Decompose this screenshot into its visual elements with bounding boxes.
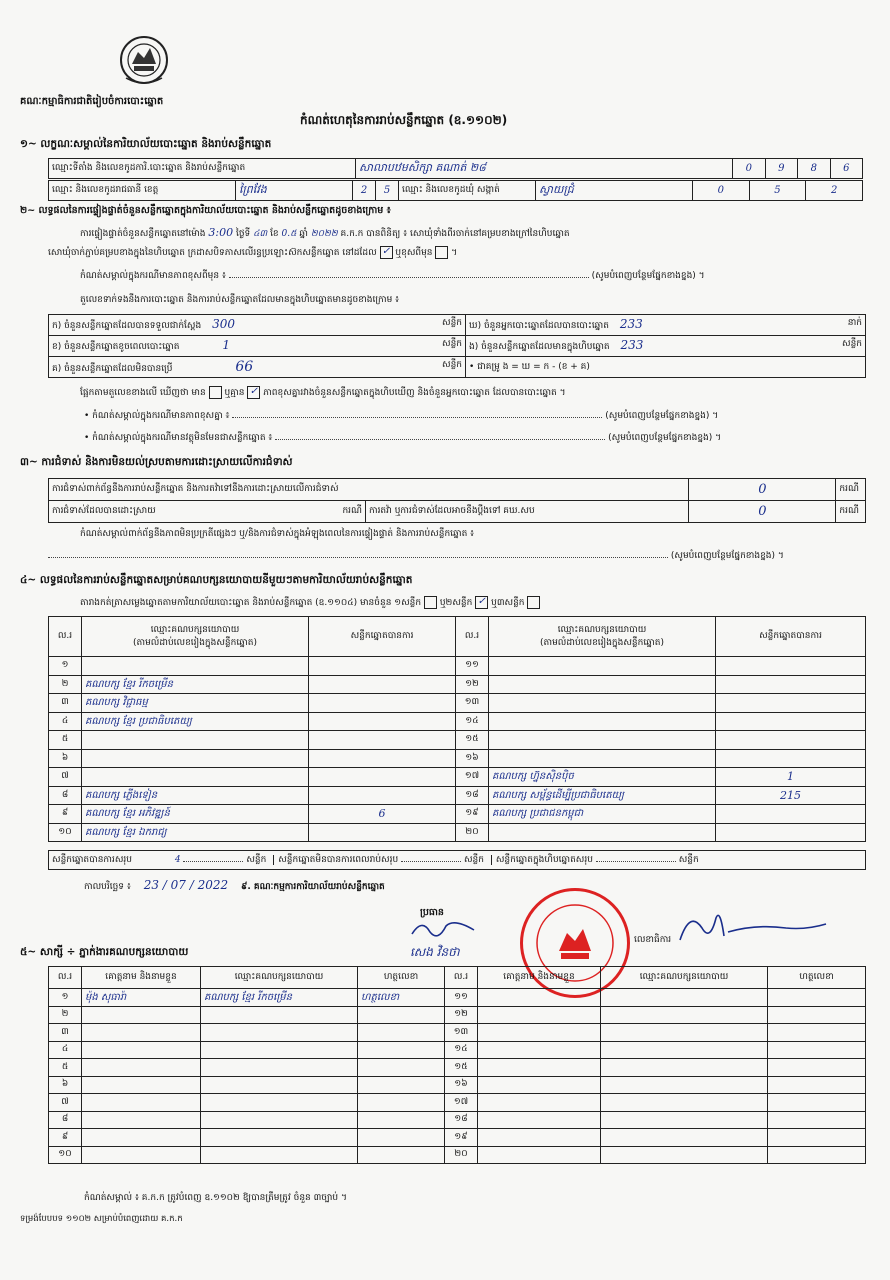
witness-name xyxy=(82,1111,201,1129)
witness-name xyxy=(478,989,601,1007)
witness-name xyxy=(82,1146,201,1164)
no-diff-checkbox[interactable]: ✓ xyxy=(247,386,260,399)
party-votes: 215 xyxy=(716,786,866,805)
col-sign: ហត្ថលេខា xyxy=(358,967,445,989)
party-votes: 1 xyxy=(716,768,866,787)
secretary-signature xyxy=(676,906,836,948)
objection-row2-label-a xyxy=(49,501,366,523)
col-no: ល.រ xyxy=(456,617,489,657)
party-votes: 6 xyxy=(309,805,456,824)
row-no: ៥ xyxy=(49,1059,82,1077)
col-votes: សន្លឹកឆ្នោតបានការ xyxy=(309,617,456,657)
row-no: ១៤ xyxy=(456,712,489,731)
party-votes xyxy=(716,749,866,768)
unit: សន្លឹក xyxy=(463,855,484,865)
witness-name xyxy=(478,1129,601,1147)
witness-name xyxy=(478,1111,601,1129)
location-digit: 6 xyxy=(830,159,863,179)
party-name: គណបក្ស ខ្មែរ អភិវឌ្ឍន៍ xyxy=(82,805,309,824)
table-row xyxy=(49,1006,866,1024)
row-no: ៦ xyxy=(49,749,82,768)
party-name xyxy=(489,694,716,713)
party-name: គណបក្ស ខ្មែរ ប្រជាធិបតេយ្យ xyxy=(82,712,309,731)
row-no: ១១ xyxy=(456,657,489,676)
witness-party: គណបក្ស ខ្មែរ រីកចម្រើន xyxy=(201,989,358,1007)
objection-row2-label-b: ការតវ៉ា ឬការជំទាស់ដែលអាចនឹងប្តឹងទៅ គឃ.សប xyxy=(366,501,689,523)
row-no: ៩ xyxy=(49,1129,82,1147)
table-row xyxy=(49,712,866,731)
three-sheet-checkbox[interactable] xyxy=(527,596,540,609)
col-party-sub: (តាមលំដាប់លេខរៀងក្នុងសន្លឹកឆ្នោត) xyxy=(540,637,664,648)
chair-name: សេង វិនថា xyxy=(410,945,460,959)
date-value: 23 / 07 / 2022 xyxy=(143,878,229,892)
witness-party xyxy=(601,1129,768,1147)
table-row xyxy=(49,786,866,805)
party-votes xyxy=(716,694,866,713)
formula: • ជាគម្រូ ង = ឃ = ក - (ខ + គ) xyxy=(466,357,866,378)
objection-row2-value: 0 xyxy=(689,501,836,523)
row-no: ១៥ xyxy=(456,731,489,750)
commune-digit: 0 xyxy=(693,181,750,201)
party-votes xyxy=(309,657,456,676)
province-value: ព្រៃវែង xyxy=(236,181,353,201)
witness-name xyxy=(478,1024,601,1042)
note-suffix: (សូមបំពេញបន្ថែមផ្នែកខាងខ្នង) ។ xyxy=(591,271,705,281)
party-name xyxy=(82,657,309,676)
col-party-label: ឈ្មោះគណបក្សនយោបាយ xyxy=(557,624,647,635)
witness-name xyxy=(82,1076,201,1094)
witness-party xyxy=(201,1076,358,1094)
party-votes xyxy=(716,675,866,694)
witness-table xyxy=(48,966,866,1164)
witness-party xyxy=(201,1111,358,1129)
witness-party xyxy=(201,1129,358,1147)
row-no: ១៨ xyxy=(445,1111,478,1129)
party-votes xyxy=(309,749,456,768)
witness-sign xyxy=(768,1041,866,1059)
table-row xyxy=(49,749,866,768)
tally-intro-text: តារាងកត់ត្រាសម្លេងឆ្នោតតាមការិយាល័យបោះឆ្នោត និងរាប់សន្លឹកឆ្នោត (ឧ.១១០៤) មានចំនួន ១សន្លឹក xyxy=(80,598,422,608)
row-no: ១៣ xyxy=(456,694,489,713)
section1-heading: ១~ លក្ខណៈសម្គាល់នៃការិយាល័យបោះឆ្នោត និងរាប់សន្លឹកឆ្នោត xyxy=(20,138,272,150)
figure-gho-label: ឃ) ចំនួនអ្នកបោះឆ្នោតដែលបានបោះឆ្នោត xyxy=(469,321,609,331)
party-name xyxy=(489,731,716,750)
witness-sign xyxy=(358,1129,445,1147)
col-no: ល.រ xyxy=(445,967,478,989)
date-label: កាលបរិច្ឆេទ ៖ xyxy=(84,882,131,892)
section3-heading: ៣~ ការជំទាស់ និងការមិនយល់ស្របតាមការដោះស្រាយលើការជំទាស់ xyxy=(20,456,293,468)
verify-time-label: ការផ្ទៀងផ្ទាត់ចំនួនសន្លឹកឆ្នោតនៅម៉ោង xyxy=(80,229,206,239)
three-sheet-label: ឬ៣សន្លឹក xyxy=(491,598,525,608)
figure-ka-label: ក) ចំនួនសន្លឹកឆ្នោតដែលបានទទួលជាក់ស្តែង xyxy=(52,321,202,331)
table-row xyxy=(49,731,866,750)
resolved-label: ការជំទាស់ដែលបានដោះស្រាយ xyxy=(52,506,156,516)
party-votes xyxy=(309,675,456,694)
date-line xyxy=(84,878,385,894)
tally-intro xyxy=(80,596,540,610)
row-no: ១៤ xyxy=(445,1041,478,1059)
party-votes xyxy=(309,712,456,731)
figure-kha xyxy=(49,336,466,357)
witness-sign xyxy=(358,1059,445,1077)
row-no: ៧ xyxy=(49,1094,82,1112)
has-diff-checkbox[interactable] xyxy=(209,386,222,399)
row-no: ១៨ xyxy=(456,786,489,805)
figure-ngo xyxy=(466,336,866,357)
objection-row1-value: 0 xyxy=(689,479,836,501)
witness-sign xyxy=(768,1076,866,1094)
col-party xyxy=(82,617,309,657)
party-name xyxy=(82,768,309,787)
section1-table xyxy=(48,158,863,179)
row-no: ២ xyxy=(49,1006,82,1024)
row-no: ១៣ xyxy=(445,1024,478,1042)
total-box-label: សន្លឹកឆ្នោតក្នុងហិបឆ្នោតសរុប xyxy=(491,855,593,865)
row-no: ១៩ xyxy=(456,805,489,824)
table-row xyxy=(49,805,866,824)
witness-party xyxy=(601,1006,768,1024)
party-name: គណបក្ស ភ្លើងទៀន xyxy=(82,786,309,805)
section4-heading: ៤~ លទ្ធផលនៃការរាប់សន្លឹកឆ្នោតសម្រាប់គណបក្សនយោបាយនីមួយៗតាមការិយាល័យរាប់សន្លឹកឆ្នោត xyxy=(20,574,413,586)
verify-month: 0.៥ xyxy=(281,229,297,239)
witness-sign xyxy=(358,1076,445,1094)
section2-heading: ២~ លទ្ធផលនៃការផ្ទៀងផ្ទាត់ចំនួនសន្លឹកឆ្នោតក្នុងការិយាល័យបោះឆ្នោត និងរាប់សន្លឹកឆ្នោតដូចខាងក្រោម ៖ xyxy=(20,205,391,216)
province-label: ឈ្មោះ និងលេខកូដរាជធានី ខេត្ត xyxy=(49,181,236,201)
location-digit: 9 xyxy=(765,159,798,179)
figure-gho-value: 233 xyxy=(619,317,643,331)
chair-signature xyxy=(408,916,478,942)
changed-checkbox[interactable] xyxy=(435,246,448,259)
has-diff-label: ផ្អែកតាមតួលេខខាងលើ ឃើញថា មាន xyxy=(80,388,206,398)
witness-sign xyxy=(358,1146,445,1164)
witness-name xyxy=(478,1041,601,1059)
witness-sign xyxy=(358,1006,445,1024)
row-no: ៧ xyxy=(49,768,82,787)
figure-ka-value: 300 xyxy=(212,317,235,331)
unit: សន្លឹក xyxy=(442,318,462,328)
table-row xyxy=(49,1059,866,1077)
witness-party xyxy=(601,1024,768,1042)
table-row xyxy=(49,1076,866,1094)
row-no: ១២ xyxy=(445,1006,478,1024)
location-digit: 0 xyxy=(733,159,766,179)
row-no: ២០ xyxy=(456,823,489,842)
emblem-logo xyxy=(118,34,170,88)
witness-sign xyxy=(358,1041,445,1059)
col-party: ឈ្មោះគណបក្សនយោបាយ xyxy=(601,967,768,989)
party-votes xyxy=(716,712,866,731)
no-diff-label: ឬគ្មាន xyxy=(224,388,245,398)
org-name: គណៈកម្មាធិការជាតិរៀបចំការបោះឆ្នោត xyxy=(20,96,164,107)
party-name: គណបក្ស ប្រជាជនកម្ពុជា xyxy=(489,805,716,824)
row-no: ៩ xyxy=(49,805,82,824)
one-sheet-checkbox[interactable] xyxy=(424,596,437,609)
location-value: សាលាបឋមសិក្សា គណាត់ ២៨ xyxy=(356,159,733,179)
form-title: កំណត់ហេតុនៃការរាប់សន្លឹកឆ្នោត (ឧ.១១០២) xyxy=(300,113,508,127)
verify-year: ២០២២ xyxy=(310,229,338,239)
party-votes xyxy=(716,805,866,824)
witness-party xyxy=(201,1146,358,1164)
objection-row1-label: ការជំទាស់ពាក់ព័ន្ធនឹងការរាប់សន្លឹកឆ្នោត និងការតវ៉ាទៅនឹងការដោះស្រាយលើការជំទាស់ xyxy=(49,479,689,501)
location-label: ឈ្មោះទីតាំង និងលេខកូដការិ.បោះឆ្នោត និងរាប់សន្លឹកឆ្នោត xyxy=(49,159,356,179)
party-name: គណបក្ស វិជ្ជាធម្ម xyxy=(82,694,309,713)
figure-ka xyxy=(49,315,466,336)
figure-ko xyxy=(49,357,466,378)
unit: សន្លឹក xyxy=(842,339,862,349)
figure-gho xyxy=(466,315,866,336)
witness-sign xyxy=(768,1129,866,1147)
section5-heading: ៥~ សាក្សី ÷ ភ្នាក់ងារគណបក្សនយោបាយ xyxy=(20,946,189,958)
bullet-object xyxy=(84,432,864,445)
witness-sign xyxy=(768,1024,866,1042)
figure-kha-label: ខ) ចំនួនសន្លឹកឆ្នោតខូចពេលបោះឆ្នោត xyxy=(52,342,180,352)
party-votes xyxy=(309,786,456,805)
col-party xyxy=(489,617,716,657)
verify-text: គ.ក.ក បានពិនិត្យ ៖ សោឃុំទាំងពីរចាក់នៅគម្របខាងក្រៅនៃហិបឆ្នោត xyxy=(340,229,570,239)
diff-note-line xyxy=(80,270,860,283)
witness-party xyxy=(601,1146,768,1164)
party-name xyxy=(489,749,716,768)
unit: ករណី xyxy=(836,479,866,501)
witness-party xyxy=(601,1041,768,1059)
witness-sign xyxy=(358,1111,445,1129)
verify-month-label: ខែ xyxy=(270,229,279,239)
witness-party xyxy=(601,1076,768,1094)
table-row xyxy=(49,1111,866,1129)
witness-name xyxy=(82,1129,201,1147)
witness-party xyxy=(601,1111,768,1129)
witness-party xyxy=(201,1006,358,1024)
witness-name xyxy=(478,1076,601,1094)
verify-year-label: ឆ្នាំ xyxy=(299,229,308,239)
committee-label: ៩. គណៈកម្មការការិយាល័យរាប់សន្លឹកឆ្នោត xyxy=(240,882,385,892)
commune-digit: 2 xyxy=(806,181,863,201)
witness-name xyxy=(478,1006,601,1024)
verify-time: 3:00 xyxy=(208,226,234,239)
witness-name xyxy=(478,1146,601,1164)
row-no: ១៧ xyxy=(456,768,489,787)
commune-label: ឈ្មោះ និងលេខកូដឃុំ សង្កាត់ xyxy=(399,181,536,201)
witness-note: កំណត់សម្គាល់ ៖ គ.ក.ក ត្រូវបំពេញ ឧ.១១០២ ឱ្យបានត្រឹមត្រូវ ចំនួន ៣ច្បាប់ ។ xyxy=(84,1193,347,1203)
witness-sign xyxy=(768,1006,866,1024)
witness-party xyxy=(201,1041,358,1059)
row-no: ៨ xyxy=(49,1111,82,1129)
row-no: ១០ xyxy=(49,1146,82,1164)
witness-sign xyxy=(358,1094,445,1112)
col-party-sub: (តាមលំដាប់លេខរៀងក្នុងសន្លឹកឆ្នោត) xyxy=(133,637,257,648)
row-no: ៣ xyxy=(49,1024,82,1042)
witness-name: ម៉ុង សុធារ៉ា xyxy=(82,989,201,1007)
figures-table xyxy=(48,314,866,378)
objection-table xyxy=(48,478,866,523)
verify-line-2 xyxy=(48,246,457,260)
figure-ko-value: 66 xyxy=(235,358,254,375)
table-row xyxy=(49,1041,866,1059)
chair-title: ប្រធាន xyxy=(420,907,444,918)
party-name: គណបក្ស សម្ព័ន្ធដើម្បីប្រជាធិបតេយ្យ xyxy=(489,786,716,805)
party-name: គណបក្ស ខ្មែរ រីកចម្រើន xyxy=(82,675,309,694)
table-row xyxy=(49,1146,866,1164)
party-name xyxy=(82,749,309,768)
party-votes xyxy=(716,731,866,750)
party-name xyxy=(489,675,716,694)
table-row xyxy=(49,657,866,676)
row-no: ៤ xyxy=(49,712,82,731)
party-votes xyxy=(309,768,456,787)
verify-day-label: ថ្ងៃទី xyxy=(235,229,251,239)
party-votes xyxy=(309,731,456,750)
witness-sign xyxy=(768,1111,866,1129)
table-row xyxy=(49,694,866,713)
table-row xyxy=(49,1129,866,1147)
location-digit: 8 xyxy=(798,159,831,179)
total-valid-value: 4 xyxy=(174,855,181,865)
witness-sign xyxy=(768,1094,866,1112)
bullet-diff-label: • កំណត់សម្គាល់ក្នុងករណីមានភាពខុសគ្នា ៖ xyxy=(84,411,230,421)
results-table xyxy=(48,616,866,842)
party-name xyxy=(489,657,716,676)
col-name: គោត្តនាម និងនាមខ្លួន xyxy=(82,967,201,989)
row-no: ១៩ xyxy=(445,1129,478,1147)
party-name xyxy=(489,823,716,842)
figure-ngo-label: ង) ចំនួនសន្លឹកឆ្នោតដែលមានក្នុងហិបឆ្នោត xyxy=(469,342,610,352)
witness-party xyxy=(201,1094,358,1112)
table-row xyxy=(49,1024,866,1042)
verify-line-1 xyxy=(80,226,870,241)
unit: នាក់ xyxy=(847,318,862,328)
party-name: គណបក្ស ហ្វ៊ុនស៊ិនប៉ិច xyxy=(489,768,716,787)
witness-name xyxy=(478,1059,601,1077)
verify-day: ៤៣ xyxy=(253,229,268,239)
seal-text: សោឃុំចាក់ភ្ជាប់គម្របខាងក្នុងនៃហិបឆ្នោត ក្រដាសបិទភាសលើរន្ធប្រឡោះស៊កសន្លឹកឆ្នោត នៅដដែល xyxy=(48,248,377,258)
table-row xyxy=(49,1094,866,1112)
witness-name xyxy=(82,1059,201,1077)
bullet-object-label: • កំណត់សម្គាល់ក្នុងករណីមានវត្ថុមិនមែនជាសន្លឹកឆ្នោត ៖ xyxy=(84,433,273,443)
row-no: ១១ xyxy=(445,989,478,1007)
two-sheet-label: ឬ២សន្លឹក xyxy=(439,598,473,608)
party-votes xyxy=(716,823,866,842)
row-no: ២០ xyxy=(445,1146,478,1164)
row-no: ៤ xyxy=(49,1041,82,1059)
row-no: ២ xyxy=(49,675,82,694)
totals-line xyxy=(48,850,866,870)
table-row xyxy=(49,768,866,787)
province-digit: 5 xyxy=(376,181,399,201)
diff-check-line xyxy=(80,386,566,400)
two-sheet-checkbox[interactable]: ✓ xyxy=(475,596,488,609)
witness-sign xyxy=(358,1024,445,1042)
row-no: ១ xyxy=(49,989,82,1007)
total-invalid-label: សន្លឹកឆ្នោតមិនបានការពេលរាប់សរុប xyxy=(273,855,398,865)
footer-text: ទម្រង់បែបបទ ១១០២ សម្រាប់បំពេញដោយ គ.ក.ក xyxy=(20,1214,183,1224)
witness-party xyxy=(601,989,768,1007)
witness-sign xyxy=(768,1059,866,1077)
figures-intro: តួលេខទាក់ទងនឹងការបោះឆ្នោត និងការរាប់សន្លឹកឆ្នោតដែលមានក្នុងហិបឆ្នោតមានដូចខាងក្រោម ៖ xyxy=(80,295,400,305)
witness-name xyxy=(82,1094,201,1112)
table-row xyxy=(49,675,866,694)
secretary-title: លេខាធិការ xyxy=(634,935,672,945)
note-suffix: (សូមបំពេញបន្ថែមផ្នែកខាងខ្នង) ។ xyxy=(670,551,784,561)
row-no: ១៦ xyxy=(456,749,489,768)
line-end: ។ xyxy=(451,248,458,258)
row-no: ១០ xyxy=(49,823,82,842)
party-name xyxy=(489,712,716,731)
col-party: ឈ្មោះគណបក្សនយោបាយ xyxy=(201,967,358,989)
col-no: ល.រ xyxy=(49,967,82,989)
province-digit: 2 xyxy=(353,181,376,201)
party-votes xyxy=(716,657,866,676)
note-suffix: (សូមបំពេញបន្ថែមផ្នែកខាងខ្នង) ។ xyxy=(608,433,722,443)
same-checkbox[interactable]: ✓ xyxy=(380,246,393,259)
section1-table-row2 xyxy=(48,180,863,201)
col-sign: ហត្ថលេខា xyxy=(768,967,866,989)
col-party-label: ឈ្មោះគណបក្សនយោបាយ xyxy=(150,624,240,635)
commune-value: ស្វាយជ្រំ xyxy=(536,181,693,201)
witness-name xyxy=(82,1006,201,1024)
row-no: ១៥ xyxy=(445,1059,478,1077)
witness-sign xyxy=(768,989,866,1007)
col-votes: សន្លឹកឆ្នោតបានការ xyxy=(716,617,866,657)
irregularity-note: កំណត់សម្គាល់ពាក់ព័ន្ធនឹងភាពមិនប្រក្រតីផ្សេងៗ ឬ/និងការជំទាស់ក្នុងអំឡុងពេលនៃការផ្ទៀងផ្ទាត់ និងការរាប់សន្លឹកឆ្នោត ៖ xyxy=(80,529,475,539)
witness-name xyxy=(478,1094,601,1112)
table-row xyxy=(49,823,866,842)
commune-digit: 5 xyxy=(749,181,806,201)
total-valid-label: សន្លឹកឆ្នោតបានការសរុប xyxy=(52,855,132,865)
witness-party xyxy=(201,1024,358,1042)
row-no: ១៦ xyxy=(445,1076,478,1094)
unit: សន្លឹក xyxy=(442,359,462,370)
unit: សន្លឹក xyxy=(442,339,462,349)
party-name xyxy=(82,731,309,750)
unit: ករណី xyxy=(836,501,866,523)
unit: សន្លឹក xyxy=(678,855,699,865)
witness-party xyxy=(601,1094,768,1112)
row-no: ៨ xyxy=(49,786,82,805)
party-name: គណបក្ស ខ្មែរ ឯករាជ្យ xyxy=(82,823,309,842)
irregularity-line xyxy=(48,550,864,563)
witness-sign xyxy=(768,1146,866,1164)
table-row xyxy=(49,989,866,1007)
witness-name xyxy=(82,1041,201,1059)
row-no: ៣ xyxy=(49,694,82,713)
figure-kha-value: 1 xyxy=(222,338,230,352)
row-no: ១២ xyxy=(456,675,489,694)
bullet-diff xyxy=(84,410,864,423)
col-no: ល.រ xyxy=(49,617,82,657)
unit: ករណី xyxy=(342,506,362,516)
figure-ko-label: គ) ចំនួនសន្លឹកឆ្នោតដែលមិនបានប្រើ xyxy=(52,363,173,374)
party-votes xyxy=(309,823,456,842)
diff-text: ភាពខុសគ្នារវាងចំនួនសន្លឹកឆ្នោតក្នុងហិបឃើញ និងចំនួនអ្នកបោះឆ្នោត ដែលបានបោះឆ្នោត ។ xyxy=(263,388,566,398)
party-votes xyxy=(309,694,456,713)
witness-party xyxy=(201,1059,358,1077)
row-no: ១ xyxy=(49,657,82,676)
witness-sign: ហត្ថលេខា xyxy=(358,989,445,1007)
unit: សន្លឹក xyxy=(246,855,267,865)
diff-note-label: កំណត់សម្គាល់ក្នុងករណីមានភាពខុសពីមុន ៖ xyxy=(80,271,226,281)
row-no: ១៧ xyxy=(445,1094,478,1112)
changed-label: ឬខុសពីមុន xyxy=(395,248,433,258)
row-no: ៥ xyxy=(49,731,82,750)
note-suffix: (សូមបំពេញបន្ថែមផ្នែកខាងខ្នង) ។ xyxy=(605,411,719,421)
row-no: ៦ xyxy=(49,1076,82,1094)
witness-party xyxy=(601,1059,768,1077)
figure-ngo-value: 233 xyxy=(620,338,644,352)
witness-name xyxy=(82,1024,201,1042)
col-name: គោត្តនាម និងនាមខ្លួន xyxy=(478,967,601,989)
